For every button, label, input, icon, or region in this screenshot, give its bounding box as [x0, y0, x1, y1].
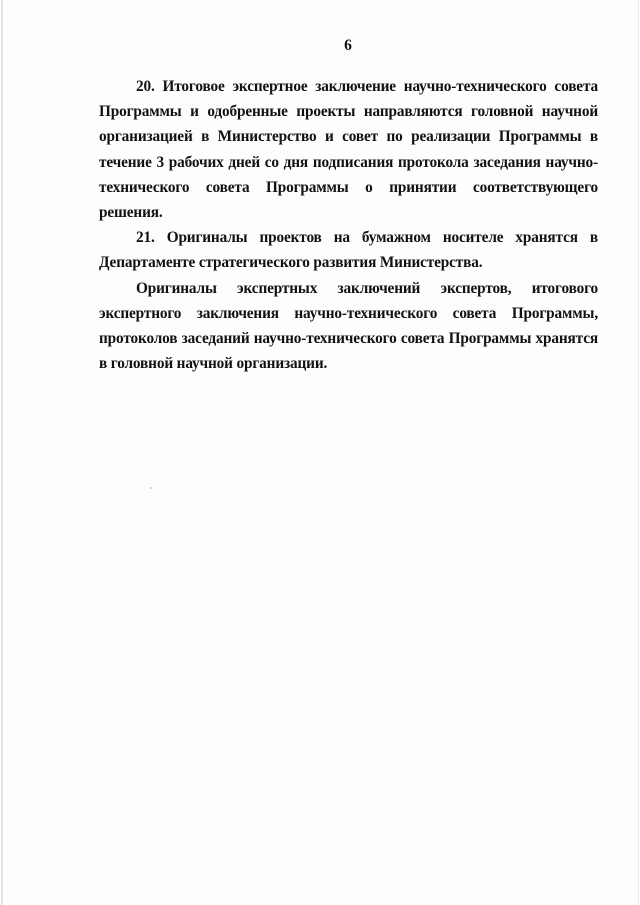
paragraph-originals: Оригиналы экспертных заключений экспертов, итогового экспертного заключения научно-технического совета Программы, протоколов заседаний научно-технического совета Программы хранятся в головной научной организации. — [99, 279, 598, 373]
scan-edge-right — [638, 0, 639, 905]
paragraph-20: 20. Итоговое экспертное заключение научно-технического совета Программы и одобренные проекты направляются головной научной организацией в Министерство и совет по реализации Программы в течение 3 рабочих дней со дня подписания протокола заседания научно-технического совета Программы о принятии соответствующего решения. — [99, 78, 598, 222]
scan-speck — [530, 41, 531, 42]
scan-speck — [150, 487, 152, 489]
scan-edge-left — [1, 0, 3, 905]
document-body — [99, 74, 598, 376]
page-number: 6 — [344, 37, 352, 54]
paragraph-21: 21. Оригиналы проектов на бумажном носителе хранятся в Департаменте стратегического развития Министерства. — [99, 229, 598, 272]
